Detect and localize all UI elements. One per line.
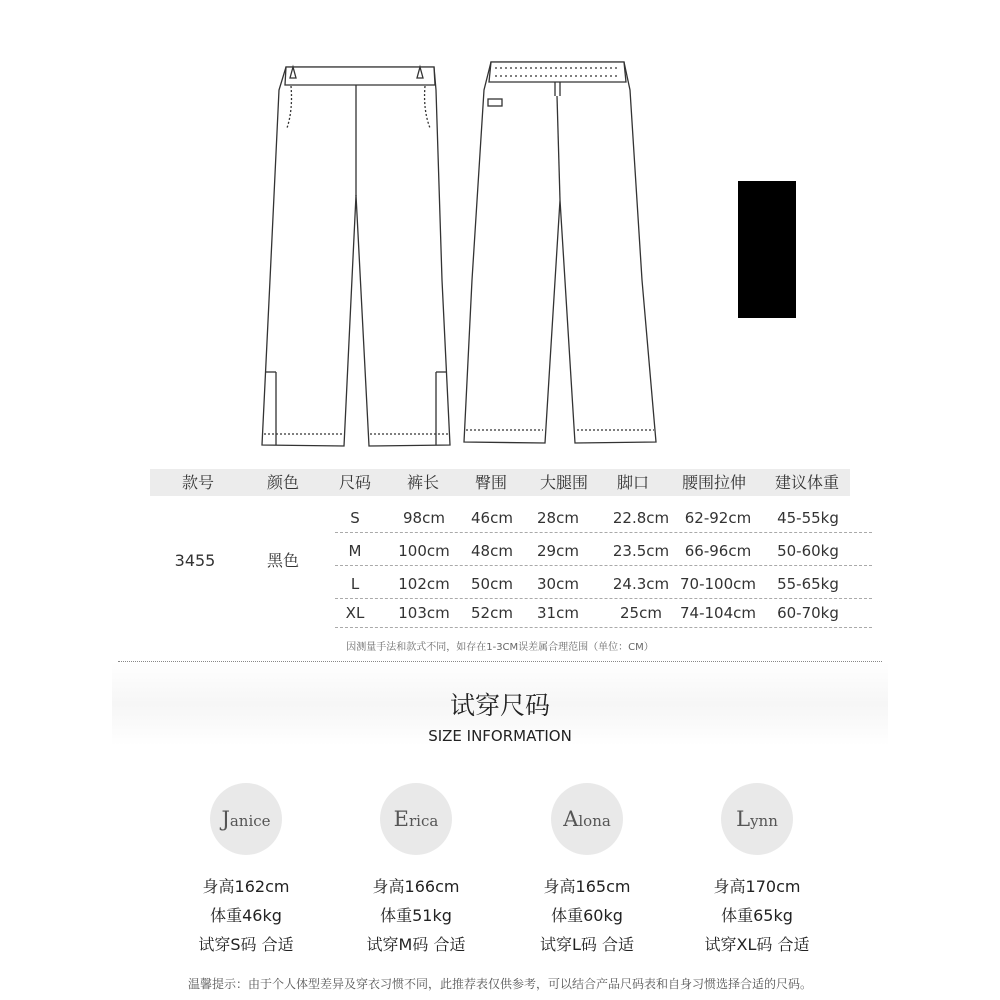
row-divider [335, 532, 872, 533]
model-avatar: Alona [551, 783, 623, 855]
table-cell: 52cm [471, 604, 513, 622]
table-cell: 50cm [471, 575, 513, 593]
col-hem: 脚口 [616, 473, 649, 492]
footer-tip: 温馨提示：由于个人体型差异及穿衣习惯不同，此推荐表仅供参考，可以结合产品尺码表和自身习惯选择合适的尺码。 [187, 977, 812, 991]
back-waistband [489, 62, 626, 82]
model-height: 身高165cm [543, 877, 631, 896]
front-waistband [285, 67, 435, 85]
section-title-en: SIZE INFORMATION [428, 727, 572, 745]
model-weight: 体重65kg [721, 906, 793, 925]
color-name: 黑色 [266, 551, 299, 570]
col-style-no: 款号 [181, 473, 214, 492]
model-avatar: Janice [210, 783, 282, 855]
table-cell: 24.3cm [612, 575, 670, 593]
table-cell: 29cm [537, 542, 579, 560]
measurement-note: 因测量手法和款式不同，如存在1-3CM误差属合理范围（单位：CM） [346, 642, 654, 653]
model-weight: 体重60kg [551, 906, 623, 925]
table-cell: 74-104cm [680, 604, 756, 622]
table-cell: 25cm [620, 604, 662, 622]
table-cell: 66-96cm [684, 542, 752, 560]
table-cell: 60-70kg [777, 604, 839, 622]
col-color: 颜色 [266, 473, 299, 492]
row-divider [335, 627, 872, 628]
col-waist-stretch: 腰围拉伸 [681, 473, 746, 492]
table-cell: XL [345, 604, 365, 622]
col-weight: 建议体重 [774, 473, 839, 492]
model-avatar: Erica [380, 783, 452, 855]
table-cell: 50-60kg [777, 542, 839, 560]
model-weight: 体重51kg [380, 906, 452, 925]
model-height: 身高166cm [372, 877, 460, 896]
color-swatch-black[interactable] [738, 181, 796, 318]
table-cell: 98cm [403, 509, 445, 527]
model-fit: 试穿M码 合适 [366, 935, 466, 954]
model-fit: 试穿L码 合适 [539, 935, 634, 954]
model-height: 身高162cm [202, 877, 290, 896]
table-cell: S [350, 509, 360, 527]
col-hip: 臀围 [474, 473, 507, 492]
model-fit: 试穿XL码 合适 [704, 935, 810, 954]
style-number: 3455 [174, 551, 216, 570]
table-cell: L [350, 575, 360, 593]
table-cell: 23.5cm [612, 542, 670, 560]
table-cell: 28cm [537, 509, 579, 527]
table-cell: 103cm [398, 604, 450, 622]
table-cell: 45-55kg [777, 509, 839, 527]
table-cell: 102cm [398, 575, 450, 593]
col-size: 尺码 [338, 473, 371, 492]
back-pants-outline [464, 62, 656, 443]
section-title-cn: 试穿尺码 [449, 691, 550, 720]
model-fit: 试穿S码 合适 [198, 935, 294, 954]
col-thigh: 大腿围 [539, 473, 588, 492]
table-cell: 55-65kg [777, 575, 839, 593]
table-cell: 48cm [471, 542, 513, 560]
col-length: 裤长 [406, 473, 439, 492]
model-weight: 体重46kg [210, 906, 282, 925]
table-cell: 100cm [398, 542, 450, 560]
table-cell: 70-100cm [680, 575, 756, 593]
table-cell: 22.8cm [612, 509, 670, 527]
table-cell: M [348, 542, 362, 560]
table-cell: 46cm [471, 509, 513, 527]
pants-sketch [0, 0, 1000, 460]
row-divider [335, 598, 872, 599]
model-avatar: Lynn [721, 783, 793, 855]
row-divider [335, 565, 872, 566]
table-cell: 30cm [537, 575, 579, 593]
table-cell: 62-92cm [684, 509, 752, 527]
table-cell: 31cm [537, 604, 579, 622]
model-height: 身高170cm [713, 877, 801, 896]
